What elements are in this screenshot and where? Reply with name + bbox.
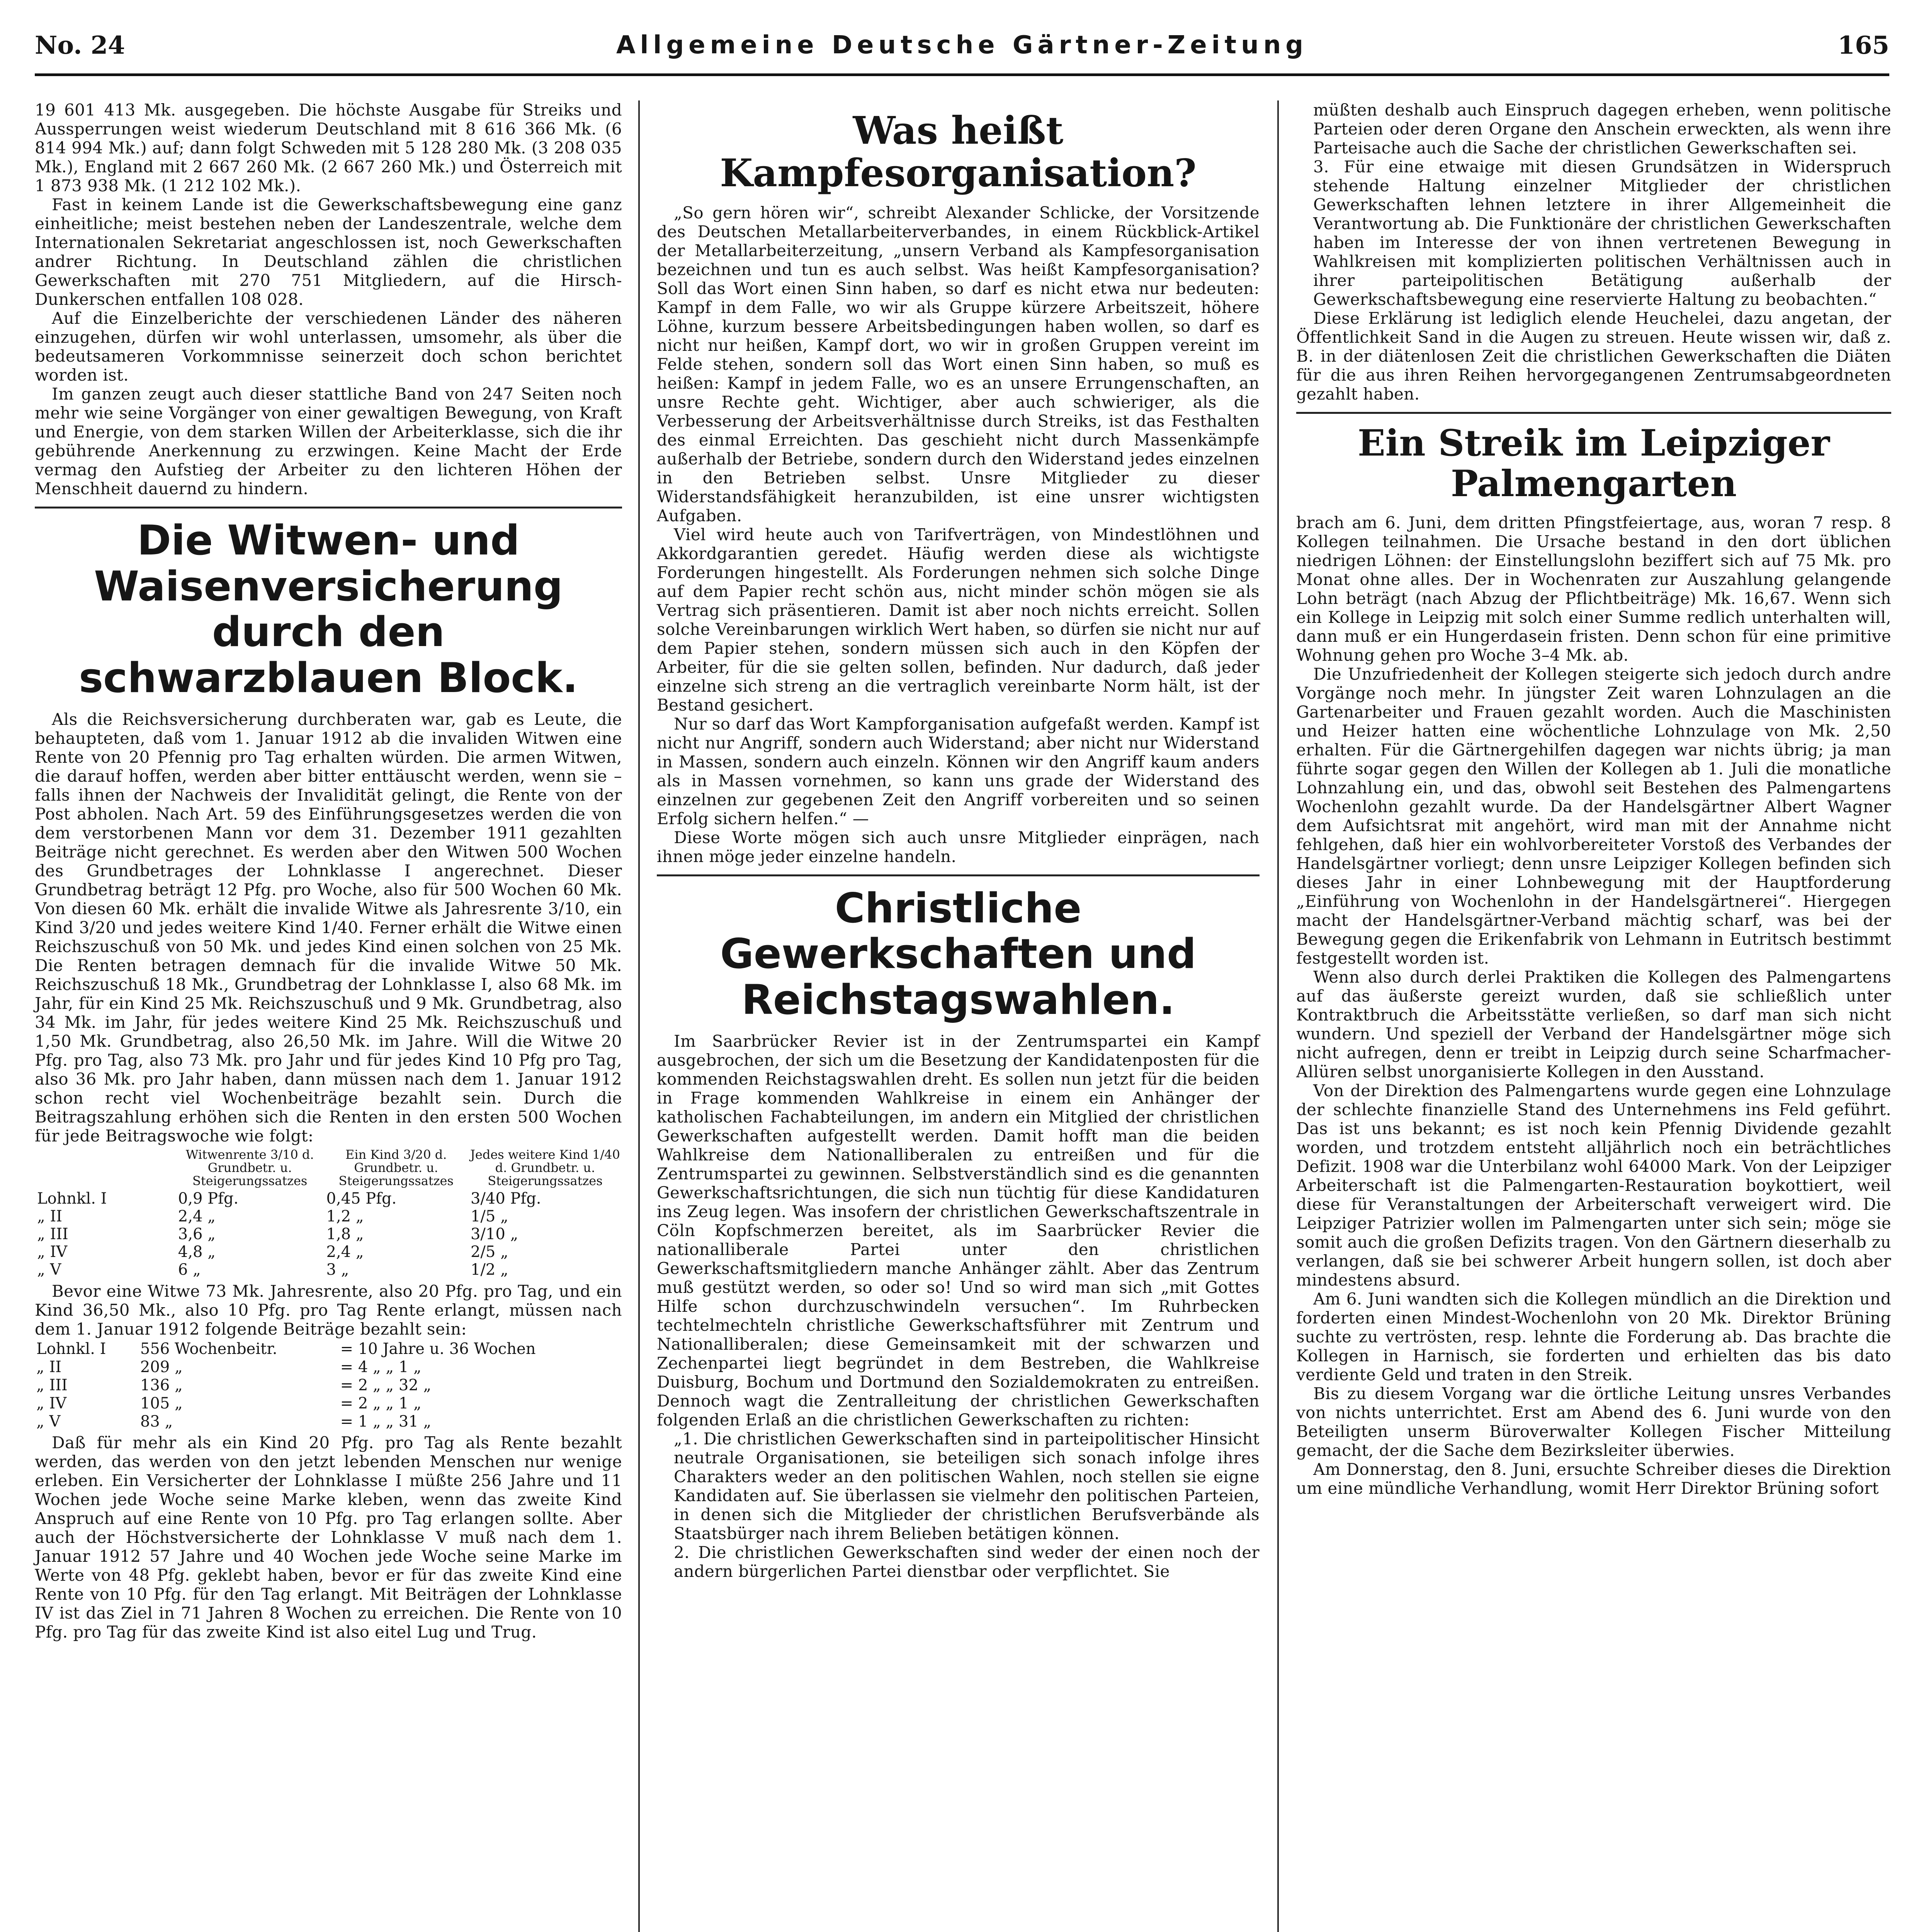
article-heading: Christliche Gewerkschaften und Reichstagswahlen.: [720, 884, 1197, 1024]
table-cell: „ III: [37, 1225, 68, 1243]
table-row: [35, 1208, 622, 1225]
table-cell: 105 „: [140, 1394, 183, 1412]
table-header-cell: [35, 1148, 176, 1190]
table-cell: 4,8 „: [178, 1243, 216, 1261]
column-3: [1296, 100, 1891, 1932]
table-cell: 0,9 Pfg.: [178, 1189, 239, 1208]
table-cell: 83 „: [140, 1412, 173, 1430]
article-paragraph: Im Saarbrücker Revier ist in der Zentrumspartei ein Kampf ausgebrochen, der sich um die Besetzung der Kandidatenposten für die kommenden Reichstagswahlen dreht. Es sollen nun jetzt für die beiden in Frage kommenden Wahlkreise in einem ein Anhänger der katholischen Fachabteilungen, im andern ein Mitglied der christlichen Gewerkschaften aufgestellt werden. Damit hofft man die beiden Wahlkreise dem Nationalliberalen zu entreißen und für die Zentrumspartei zu gewinnen. Selbstverständlich sind es die genannten Gewerkschaftsrichtungen, die sich nun tüchtig für diese Kandidaturen ins Zeug legen. Was insofern der christlichen Gewerkschaftszentrale in Cöln Kopfschmerzen bereitet, als im Saarbrücker Revier die nationalliberale Partei unter den christlichen Gewerkschaftsmitgliedern manche Anhänger zählt. Aber das Zentrum muß gestützt werden, so oder so! Und so wird man sich „mit Gottes Hilfe schon durchzuschwindeln versuchen“. Im Ruhrbecken techtelmechteln christliche Gewerkschaftsführer mit Zentrum und Nationalliberalen; diese Gemeinsamkeit mit der schwarzen und Zechenpartei liegt begründet in dem Bestreben, die Wahlkreise Duisburg, Bochum und Dortmund den Sozialdemokraten zu entreißen. Dennoch wagt die Zentralleitung der christlichen Gewerkschaften folgenden Erlaß an die christlichen Gewerkschaften zu richten:: [657, 1031, 1260, 1429]
table-cell: Lohnkl. I: [37, 1189, 107, 1208]
table-row: [35, 1340, 622, 1358]
table-cell: 556 Wochenbeitr.: [140, 1340, 277, 1358]
article-heading: Die Witwen- und Waisenversicherung durch den schwarzblauen Block.: [79, 517, 578, 702]
table-cell: 6 „: [178, 1260, 201, 1279]
article-heading: Was heißt Kampfesorganisation?: [720, 109, 1197, 196]
article-heading: Ein Streik im Leipziger Palmengarten: [1358, 422, 1830, 505]
article-paragraph: Bis zu diesem Vorgang war die örtliche Leitung unsres Verbandes von nichts unterrichtet. Erst am Abend des 6. Juni wurde von den Beteiligten unserm Büroverwalter Kollegen Fischer Mitteilung gemacht, der die Sache dem Bezirksleiter überwies.: [1296, 1384, 1891, 1460]
table-cell: 136 „: [140, 1376, 183, 1394]
table-cell: 1,2 „: [326, 1207, 364, 1225]
table-row: [35, 1225, 622, 1243]
article-paragraph: Fast in keinem Lande ist die Gewerkschaftsbewegung eine ganz einheitliche; meist bestehen neben der Landeszentrale, welche dem Internationalen Sekretariat angeschlossen ist, noch Gewerkschaften andrer Richtung. In Deutschland zählen die christlichen Gewerkschaften mit 270 751 Mitgliedern, auf die Hirsch-Dunkerschen entfallen 108 028.: [35, 195, 622, 309]
quoted-point: 2. Die christlichen Gewerkschaften sind weder der einen noch der andern bürgerlichen Partei dienstbar oder verpflichtet. Sie: [674, 1543, 1260, 1581]
table-row: [35, 1243, 622, 1261]
table-cell: 3/10 „: [470, 1225, 518, 1243]
quoted-point: müßten deshalb auch Einspruch dagegen erheben, wenn politische Parteien oder deren Organe den Anschein erweckten, als wenn ihre Parteisache auch die Sache der christlichen Gewerkschaften sei.: [1313, 100, 1891, 157]
article-paragraph: Die Unzufriedenheit der Kollegen steigerte sich jedoch durch andre Vorgänge noch mehr. In jüngster Zeit waren Lohnzulagen an die Gartenarbeiter und Frauen gezahlt worden. Auch die Maschinisten und Heizer hatten eine wöchentliche Lohnzulage von Mk. 2,50 erhalten. Für die Gärtnergehilfen dagegen war nichts übrig; ja man führte sogar gegen den Willen der Kollegen ab 1. Juli die monatliche Lohnzahlung ein, und das, obwohl seit Bestehen des Palmengartens Wochenlohn gezahlt wurde. Da der Handelsgärtner Albert Wagner dem Aufsichtsrat mit angehört, wird man mit der Annahme nicht fehlgehen, daß hier ein wohlvorbereiteter Vorstoß des Verbandes der Handelsgärtner vorliegt; denn unsre Leipziger Kollegen befinden sich dieses Jahr in einer Lohnbewegung mit der Hauptforderung „Einführung von Wochenlohn in der Handelsgärtnerei“. Hiergegen macht der Handelsgärtner-Verband mächtig scharf, was bei der Bewegung gegen die Erikenfabrik von Lehmann in Eutritsch bestimmt festgestellt worden ist.: [1296, 664, 1891, 968]
section-divider: [657, 874, 1260, 876]
article-paragraph: Nur so darf das Wort Kampforganisation aufgefaßt werden. Kampf ist nicht nur Angriff, sondern auch Widerstand; aber nicht nur Widerstand in Massen, sondern auch einzeln. Können wir den Angriff kaum anders als in Massen vornehmen, so kann uns grade der Widerstand des einzelnen zur gegebenen Zeit den Angriff vorbereiten und so seinen Erfolg sichern helfen.“ —: [657, 714, 1260, 828]
article-paragraph: Bevor eine Witwe 73 Mk. Jahresrente, also 20 Pfg. pro Tag, und ein Kind 36,50 Mk., also 10 Pfg. pro Tag Rente erlangt, müssen nach dem 1. Januar 1912 folgende Beiträge bezahlt sein:: [35, 1281, 622, 1338]
table-row: [35, 1413, 622, 1431]
table-header-cell: Ein Kind 3/20 d. Grundbetr. u. Steigerungssatzes: [338, 1147, 454, 1188]
table-cell: 1/5 „: [470, 1207, 508, 1225]
table-cell: „ II: [36, 1358, 62, 1376]
article-paragraph: „So gern hören wir“, schreibt Alexander Schlicke, der Vorsitzende des Deutschen Metallarbeiterverbandes, in einem Rückblick-Artikel der Metallarbeiterzeitung, „unsern Verband als Kampfesorganisation bezeichnen und tun es auch selbst. Was heißt Kampfesorganisation? Soll das Wort einen Sinn haben, so darf es nicht etwa nur bedeuten: Kampf in dem Falle, wo wir als Gruppe kürzere Arbeitszeit, höhere Löhne, kurzum bessere Arbeitsbedingungen haben wollen, so darf es nicht nur heißen, Kampf dort, wo wir in großen Gruppen vereint im Felde stehen, sondern soll das Wort einen Sinn haben, so muß es heißen: Kampf in jedem Falle, wo es an unsere Errungenschaften, an unsre Rechte geht. Wichtiger, aber auch schwieriger, als die Verbesserung der Arbeitsverhältnisse durch Streiks, ist das Festhalten des einmal Erreichten. Das geschieht nicht durch Massenkämpfe außerhalb der Betriebe, sondern durch den Widerstand jedes einzelnen in den Betrieben selbst. Unsre Mitglieder zu dieser Widerstandsfähigkeit heranzubilden, ist eine unsrer wichtigsten Aufgaben.: [657, 203, 1260, 525]
table-cell: = 4 „ „ 1 „: [340, 1358, 422, 1376]
table-cell: 2/5 „: [470, 1243, 508, 1261]
table-row: [35, 1358, 622, 1376]
table-row: [35, 1376, 622, 1395]
weeks-table: [35, 1340, 622, 1431]
table-cell: „ V: [37, 1260, 61, 1279]
column-rule: [638, 100, 640, 1932]
table-header-cell: Witwenrente 3/10 d. Grundbetr. u. Steigerungssatzes: [185, 1147, 314, 1188]
table-cell: 3 „: [326, 1260, 349, 1279]
table-cell: 2,4 „: [178, 1207, 216, 1225]
table-cell: „ IV: [36, 1394, 67, 1412]
table-cell: 2,4 „: [326, 1243, 364, 1261]
issue-number: No. 24: [35, 31, 125, 60]
table-cell: = 2 „ „ 32 „: [340, 1376, 432, 1394]
rates-table: [35, 1148, 622, 1279]
article-paragraph: Im ganzen zeugt auch dieser stattliche Band von 247 Seiten noch mehr wie seine Vorgänger von einer gewaltigen Bewegung, von Kraft und Energie, von dem starken Willen der Arbeiterklasse, sich die ihr gebührende Anerkennung zu erzwingen. Keine Macht der Erde vermag den Aufstieg der Arbeiter zu den lichteren Höhen der Menschheit dauernd zu hindern.: [35, 384, 622, 498]
article-paragraph: Als die Reichsversicherung durchberaten war, gab es Leute, die behaupteten, daß vom 1. Januar 1912 ab die invaliden Witwen eine Rente von 20 Pfennig pro Tag erhalten würden. Die armen Witwen, die darauf hoffen, werden aber bitter enttäuscht werden, wenn sie – falls ihnen der Nachweis der Invalidität gelingt, die Rente von der Post abholen. Nach Art. 59 des Einführungsgesetzes werden die von dem verstorbenen Mann vor dem 31. Dezember 1911 gezahlten Beiträge nicht gerechnet. Es werden aber den Witwen 500 Wochen des Grundbetrages der Lohnklasse I angerechnet. Dieser Grundbetrag beträgt 12 Pfg. pro Woche, also für 500 Wochen 60 Mk. Von diesen 60 Mk. erhält die invalide Witwe als Jahresrente 3/10, ein Kind 3/20 und jedes weitere Kind 1/40. Ferner erhält die Witwe einen Reichszuschuß von 50 Mk. und jedes Kind einen solchen von 25 Mk. Die Renten betragen demnach für die invalide Witwe 50 Mk. Reichszuschuß 18 Mk., Grundbetrag der Lohnklasse I, also 68 Mk. im Jahr, für ein Kind 25 Mk. Reichszuschuß und 9 Mk. Grundbetrag, also 34 Mk. im Jahr, für jedes weitere Kind 25 Mk. Reichszuschuß und 1,50 Mk. Grundbetrag, also 26,50 Mk. im Jahre. Will die Witwe 20 Pfg. pro Tag, also 73 Mk. pro Jahr und für jedes Kind 10 Pfg pro Tag, also 36 Mk. pro Jahr haben, dann müssen nach dem 1. Januar 1912 schon recht viel Wochenbeiträge bezahlt sein. Durch die Beitragszahlung erhöhen sich die Renten in den ersten 500 Wochen für jede Beitragswoche wie folgt:: [35, 709, 622, 1145]
table-cell: 0,45 Pfg.: [326, 1189, 397, 1208]
article-paragraph: Viel wird heute auch von Tarifverträgen, von Mindestlöhnen und Akkordgarantien geredet. Häufig werden diese als wichtigste Forderungen hingestellt. Als Forderungen nehmen sich solche Dinge auf dem Papier recht schön aus, nicht minder schön mögen sie als Vertrag sich präsentieren. Damit ist aber noch nichts erreicht. Sollen solche Vereinbarungen wirklich Wert haben, so dürfen sie nicht nur auf dem Papier stehen, sondern müssen sich auch in den Köpfen der Arbeiter, für die sie gelten sollen, befinden. Nur dadurch, daß jeder einzelne sich streng an die vertraglich vereinbarte Norm hält, ist der Bestand gesichert.: [657, 525, 1260, 714]
article-paragraph: Am Donnerstag, den 8. Juni, ersuchte Schreiber dieses die Direktion um eine mündliche Verhandlung, womit Herr Direktor Brüning sofort: [1296, 1459, 1891, 1498]
table-cell: „ III: [36, 1376, 68, 1394]
table-cell: Lohnkl. I: [36, 1340, 106, 1358]
table-cell: „ V: [36, 1412, 61, 1430]
table-header-cell: Jedes weitere Kind 1/40 d. Grundbetr. u. Steigerungssatzes: [470, 1147, 620, 1188]
table-row: [35, 1190, 622, 1208]
article-paragraph: 19 601 413 Mk. ausgegeben. Die höchste Ausgabe für Streiks und Aussperrungen weist wiederum Deutschland mit 8 616 366 Mk. (6 814 994 Mk.) auf; dann folgt Schweden mit 5 128 280 Mk. (3 208 035 Mk.), England mit 2 667 260 Mk. (2 667 260 Mk.) und Österreich mit 1 873 938 Mk. (1 212 102 Mk.).: [35, 100, 622, 195]
article-paragraph: Diese Erklärung ist lediglich elende Heuchelei, dazu angetan, der Öffentlichkeit Sand in die Augen zu streuen. Heute wissen wir, daß z. B. in der diätenlosen Zeit die christlichen Gewerkschaften die Diäten für die aus ihren Reihen hervorgegangenen Zentrumsabgeordneten gezahlt haben.: [1296, 309, 1891, 403]
article-paragraph: Wenn also durch derlei Praktiken die Kollegen des Palmengartens auf das äußerste gereizt wurden, daß sie schließlich unter Kontraktbruch die Arbeitsstätte verließen, so darf man sich nicht wundern. Und speziell der Verband der Handelsgärtner möge sich nicht aufregen, denn er treibt in Leipzig durch seine Scharfmacher-Allüren selbst unorganisierte Kollegen in den Ausstand.: [1296, 967, 1891, 1081]
article-paragraph: Von der Direktion des Palmengartens wurde gegen eine Lohnzulage der schlechte finanzielle Stand des Unternehmens ins Feld geführt. Das ist uns bekannt; es ist noch kein Pfennig Dividende gezahlt worden, und trotzdem entsteht alljährlich noch ein beträchtliches Defizit. 1908 war die Unterbilanz wohl 64000 Mark. Von der Leipziger Arbeiterschaft ist die Palmengarten-Restauration boykottiert, weil diese für Veranstaltungen der Arbeiterschaft verweigert wird. Die Leipziger Patrizier wollen im Palmengarten unter sich sein; möge sie somit auch die großen Defizits tragen. Von den Gärtnern dieserhalb zu verlangen, daß sie bei schwerer Arbeit hungern sollen, ist doch aber mindestens absurd.: [1296, 1081, 1891, 1289]
table-cell: „ II: [37, 1207, 63, 1225]
table-cell: 3,6 „: [178, 1225, 216, 1243]
table-row: [35, 1261, 622, 1279]
table-cell: 3/40 Pfg.: [470, 1189, 541, 1208]
column-1: [35, 100, 622, 1932]
page-number: 165: [1838, 31, 1889, 60]
quoted-point: „1. Die christlichen Gewerkschaften sind in parteipolitischer Hinsicht neutrale Organisationen, sie beteiligen sich sonach infolge ihres Charakters weder an den politischen Wahlen, noch stellen sie eigne Kandidaten auf. Sie überlassen sie vielmehr den politischen Parteien, in denen sich die Mitglieder der christlichen Berufsverbände als Staatsbürger nach ihrem Belieben betätigen können.: [674, 1429, 1260, 1543]
table-cell: = 1 „ „ 31 „: [340, 1412, 432, 1430]
table-header-row: [35, 1148, 622, 1190]
column-2: [657, 100, 1260, 1932]
table-row: [35, 1395, 622, 1413]
article-paragraph: Am 6. Juni wandten sich die Kollegen mündlich an die Direktion und forderten einen Mindest-Wochenlohn von 20 Mk. Direktor Brüning suchte zu vertrösten, resp. lehnte die Forderung ab. Das brachte die Kollegen in Harnisch, sie forderten und erhielten das bis dato verdiente Geld und traten in den Streik.: [1296, 1289, 1891, 1384]
section-divider: [1296, 412, 1891, 414]
article-paragraph: Auf die Einzelberichte der verschiedenen Länder des näheren einzugehen, dürfen wir wohl unterlassen, umsomehr, als über die bedeutsameren Vorkommnisse seinerzeit doch schon berichtet worden ist.: [35, 309, 622, 384]
running-head: [35, 27, 1889, 76]
table-cell: 209 „: [140, 1358, 183, 1376]
article-paragraph: brach am 6. Juni, dem dritten Pfingstfeiertage, aus, woran 7 resp. 8 Kollegen teilnahmen. Die Ursache bestand in den dort üblichen niedrigen Löhnen: der Einstellungslohn beziffert sich auf 75 Mk. pro Monat ohne alles. Der in Wochenraten zur Auszahlung gelangende Lohn beträgt (nach Abzug der Pflichtbeiträge) Mk. 16,67. Wenn sich ein Kollege in Leipzig mit solch einer Summe redlich unterhalten will, dann muß er ein Hungerdasein fristen. Denn schon für eine primitive Wohnung gehen pro Woche 3–4 Mk. ab.: [1296, 513, 1891, 665]
column-rule: [1277, 100, 1279, 1932]
quoted-point: 3. Für eine etwaige mit diesen Grundsätzen in Widerspruch stehende Haltung einzelner Mitglieder der christlichen Gewerkschaften lehnen letztere in ihrer Allgemeinheit die Verantwortung ab. Die Funktionäre der christlichen Gewerkschaften haben im Interesse der von ihnen vertretenen Bewegung in Wahlkreisen mit komplizierten politischen Verhältnissen auch in ihrer parteipolitischen Betätigung außerhalb der Gewerkschaftsbewegung eine reservierte Haltung zu beobachten.“: [1313, 157, 1891, 309]
article-paragraph: Daß für mehr als ein Kind 20 Pfg. pro Tag als Rente bezahlt werden, das werden von den jetzt lebenden Menschen nur wenige erleben. Ein Versicherter der Lohnklasse I müßte 256 Jahre und 11 Wochen jede Woche seine Marke kleben, wenn das zweite Kind Anspruch auf eine Rente von 10 Pfg. pro Tag erlangen sollte. Aber auch der Höchstversicherte der Lohnklasse V muß nach dem 1. Januar 1912 57 Jahre und 40 Wochen jede Woche seine Marke im Werte von 48 Pfg. geklebt haben, bevor er für das zweite Kind eine Rente von 10 Pfg. für den Tag erlangt. Mit Beiträgen der Lohnklasse IV ist das Ziel in 71 Jahren 8 Wochen zu erreichen. Die Rente von 10 Pfg. pro Tag für das zweite Kind ist also eitel Lug und Trug.: [35, 1433, 622, 1641]
table-cell: 1,8 „: [326, 1225, 364, 1243]
table-cell: = 2 „ „ 1 „: [340, 1394, 422, 1412]
newspaper-title: Allgemeine Deutsche Gärtner-Zeitung: [616, 31, 1308, 60]
table-cell: „ IV: [37, 1243, 68, 1261]
section-divider: [35, 507, 622, 509]
article-paragraph: Diese Worte mögen sich auch unsre Mitglieder einprägen, nach ihnen möge jeder einzelne handeln.: [657, 828, 1260, 866]
table-cell: 1/2 „: [470, 1260, 508, 1279]
table-cell: = 10 Jahre u. 36 Wochen: [340, 1340, 536, 1358]
